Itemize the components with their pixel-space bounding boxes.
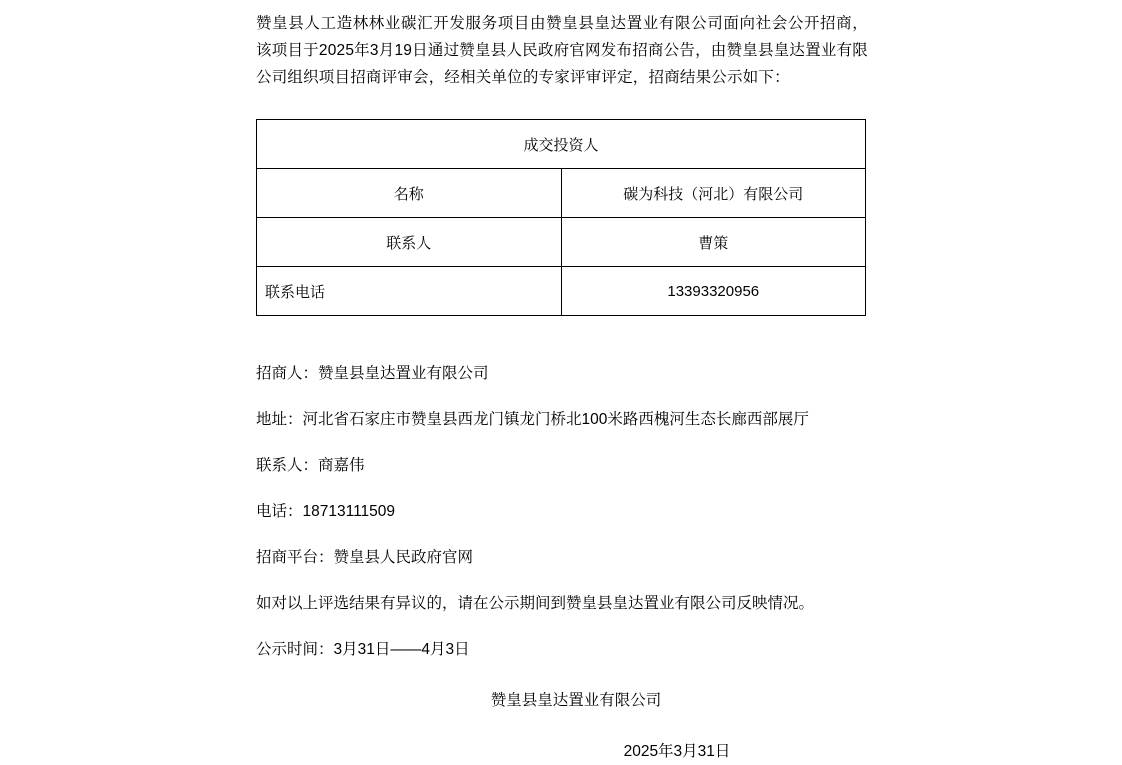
- table-value-phone: 13393320956: [561, 267, 866, 316]
- details-section: [256, 360, 868, 663]
- table-row: [257, 267, 866, 316]
- detail-address: 地址：河北省石家庄市赞皇县西龙门镇龙门桥北100米路西槐河生态长廊西部展厅: [256, 411, 809, 428]
- table-value-name: 碳为科技（河北）有限公司: [561, 169, 866, 218]
- table-value-contact: 曹策: [561, 218, 866, 267]
- detail-phone: 电话：18713111509: [256, 503, 396, 520]
- detail-publicity-period: 公示时间：3月31日——4月3日: [256, 641, 470, 658]
- table-label-contact: 联系人: [257, 218, 562, 267]
- intro-paragraph: [256, 10, 868, 91]
- table-row: [257, 218, 866, 267]
- document-content: [256, 10, 868, 765]
- result-table: [256, 119, 866, 316]
- table-header-cell: 成交投资人: [257, 120, 866, 169]
- detail-contact-person: 联系人：商嘉伟: [256, 457, 365, 474]
- signature-line: 赞皇县皇达置业有限公司: [490, 692, 662, 709]
- date-line: 2025年3月31日: [623, 743, 731, 760]
- detail-objection-notice: 如对以上评选结果有异议的，请在公示期间到赞皇县皇达置业有限公司反映情况。: [256, 595, 815, 612]
- intro-text: 赞皇县人工造林林业碳汇开发服务项目由赞皇县皇达置业有限公司面向社会公开招商，该项目于2025年3月19日通过赞皇县人民政府官网发布招商公告，由赞皇县皇达置业有限公司组织项目招商评审会，经相关单位的专家评审评定，招商结果公示如下：: [256, 15, 868, 86]
- detail-organizer: 招商人：赞皇县皇达置业有限公司: [256, 365, 489, 382]
- table-row: [257, 120, 866, 169]
- table-row: [257, 169, 866, 218]
- table-label-phone: 联系电话: [257, 267, 562, 316]
- table-label-name: 名称: [257, 169, 562, 218]
- detail-platform: 招商平台：赞皇县人民政府官网: [256, 549, 474, 566]
